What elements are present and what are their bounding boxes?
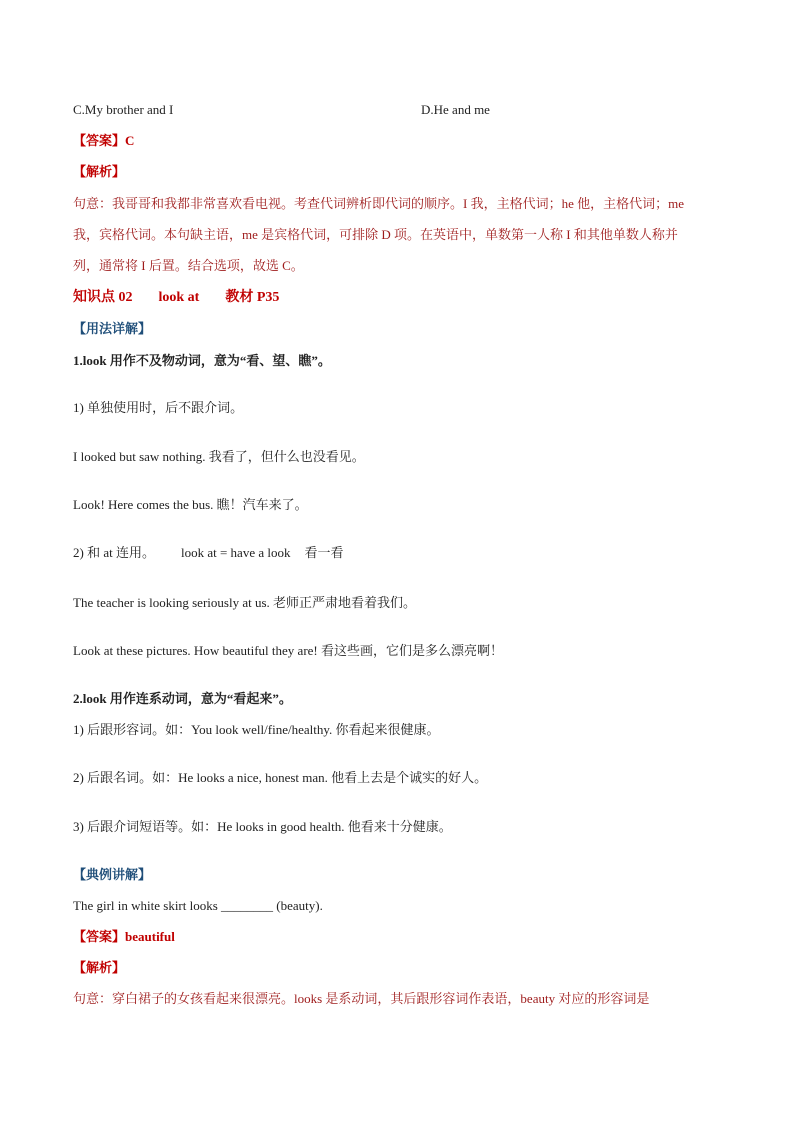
analysis-line: 句意：我哥哥和我都非常喜欢看电视。考查代词辨析即代词的顺序。I 我，主格代词；he 他，主格代词；me (73, 196, 684, 211)
answer-label: 【答案】 (73, 929, 126, 944)
options-row (73, 100, 490, 120)
option-d: D.He and me (421, 102, 490, 117)
point-2-meaning: 看一看 (304, 545, 344, 560)
point-2-formula: look at = have a look (180, 545, 291, 560)
answer-label: 【答案】 (73, 133, 126, 148)
analysis-line: 列，通常将 I 后置。结合选项，故选 C。 (73, 258, 304, 273)
kp-index: 知识点 02 (73, 290, 133, 305)
example-sentence: The teacher is looking seriously at us. 老师正严肃地看着我们。 (73, 595, 417, 610)
section-2-title: 2.look 用作连系动词，意为“看起来”。 (73, 691, 292, 706)
example-label: 【典例讲解】 (73, 867, 152, 882)
analysis-line: 我，宾格代词。本句缺主语，me 是宾格代词，可排除 D 项。在英语中，单数第一人称 I 和其他单数人称并 (73, 227, 678, 242)
knowledge-point-heading (73, 288, 279, 308)
point-1: 1) 单独使用时，后不跟介词。 (73, 400, 244, 415)
answer-row-1 (73, 131, 134, 151)
analysis-line: 句意：穿白裙子的女孩看起来很漂亮。looks 是系动词，其后跟形容词作表语，beauty 对应的形容词是 (73, 991, 650, 1006)
point: 3) 后跟介词短语等。如：He looks in good health. 他看来十分健康。 (73, 819, 452, 834)
point-2-text: 2) 和 at 连用。 (73, 545, 155, 560)
point: 1) 后跟形容词。如：You look well/fine/healthy. 你看起来很健康。 (73, 722, 440, 737)
section-1-title: 1.look 用作不及物动词，意为“看、望、瞧”。 (73, 353, 331, 368)
usage-label: 【用法详解】 (73, 321, 152, 336)
example-sentence: Look! Here comes the bus. 瞧！汽车来了。 (73, 497, 308, 512)
option-c: C.My brother and I (73, 102, 174, 117)
answer-value: beautiful (125, 929, 175, 944)
question-2: The girl in white skirt looks ________ (beauty). (73, 898, 323, 913)
point-2 (73, 543, 343, 563)
analysis-label-2: 【解析】 (73, 960, 126, 975)
answer-value: C (125, 133, 135, 148)
example-sentence: Look at these pictures. How beautiful they are! 看这些画，它们是多么漂亮啊！ (73, 643, 503, 658)
kp-term: look at (158, 290, 200, 305)
analysis-label-1: 【解析】 (73, 164, 126, 179)
example-sentence: I looked but saw nothing. 我看了，但什么也没看见。 (73, 449, 365, 464)
kp-ref: 教材 P35 (225, 290, 280, 305)
answer-row-2 (73, 927, 175, 947)
point: 2) 后跟名词。如：He looks a nice, honest man. 他看上去是个诚实的好人。 (73, 770, 488, 785)
